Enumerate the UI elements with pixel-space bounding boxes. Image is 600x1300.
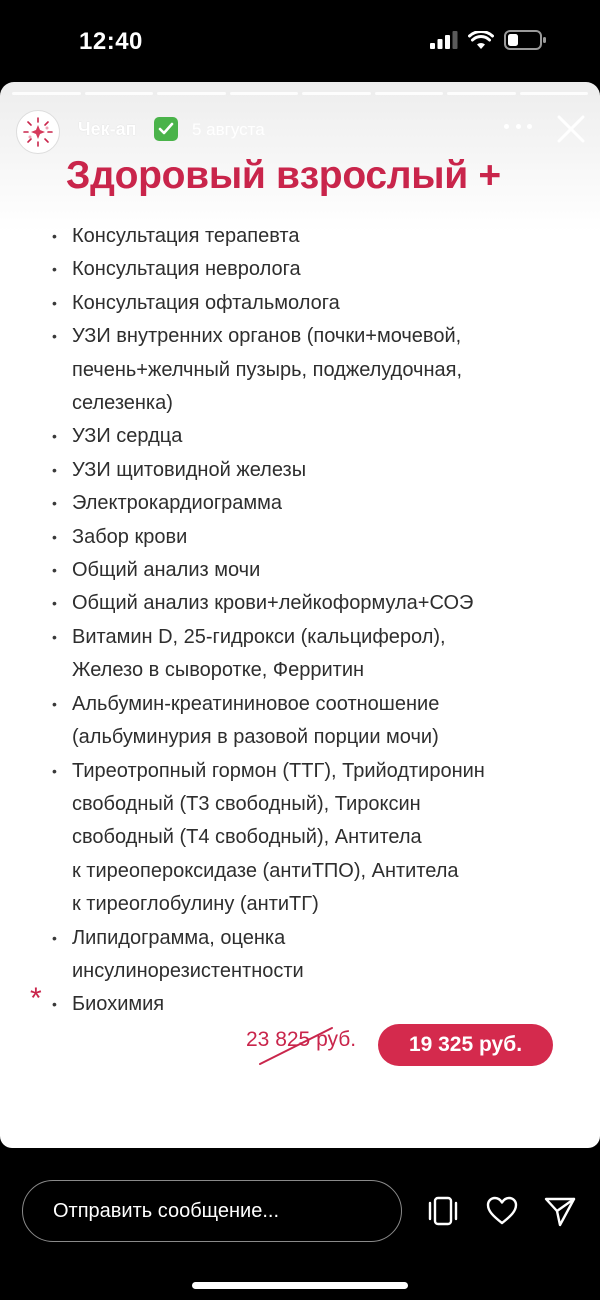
close-icon[interactable] [556, 114, 586, 144]
battery-icon [504, 30, 546, 50]
list-item-line: • УЗИ внутренних органов (почки+мочевой, [72, 325, 462, 348]
list-item-line: • Консультация терапевта [72, 225, 300, 247]
story-progress-bar [12, 92, 588, 95]
list-item-line: • Консультация невролога [72, 258, 301, 281]
home-indicator [192, 1282, 408, 1289]
story-reply-bar [0, 1160, 600, 1300]
status-bar [0, 0, 600, 80]
story-date: 5 августа [192, 120, 265, 139]
list-item-line: • Альбумин-креатининовое соотношение [72, 692, 440, 715]
fireworks-logo-icon [22, 116, 54, 148]
list-item [52, 487, 572, 520]
list-item-line: свободный (Т3 свободный), Тироксин [72, 792, 421, 815]
status-icons [430, 30, 546, 50]
progress-segment [447, 92, 516, 95]
list-item [52, 688, 572, 755]
more-options-icon[interactable] [504, 116, 532, 136]
progress-segment [302, 92, 371, 95]
list-item-line: • Липидограмма, оценка [72, 926, 286, 949]
list-item [52, 320, 572, 420]
list-item-line: к тиреоглобулину (антиТГ) [72, 893, 319, 916]
wifi-icon [468, 31, 494, 50]
list-item-line: (альбуминурия в разовой порции мочи) [72, 726, 439, 749]
list-item [52, 420, 572, 453]
story-header [16, 104, 586, 154]
list-item-line: печень+желчный пузырь, поджелудочная, [72, 358, 462, 381]
asterisk-mark: * [30, 982, 42, 1015]
list-item [52, 587, 572, 620]
list-item-line: свободный (Т4 свободный), Антитела [72, 826, 422, 849]
send-message-input[interactable] [22, 1180, 402, 1242]
forward-story-icon[interactable] [426, 1194, 460, 1228]
old-price-text: 23 825 руб. [246, 1028, 357, 1051]
progress-segment [375, 92, 444, 95]
list-item [52, 554, 572, 587]
list-item-line: • УЗИ сердца [72, 425, 183, 448]
list-item [52, 220, 572, 253]
services-list [52, 220, 572, 1022]
story-card[interactable] [0, 82, 600, 1148]
list-item-line: селезенка) [72, 392, 173, 415]
list-item-line: • УЗИ щитовидной железы [72, 458, 307, 481]
list-item-line: • Общий анализ мочи [72, 559, 261, 582]
list-item-line: • Забор крови [72, 525, 188, 548]
old-price [246, 1028, 356, 1052]
account-avatar[interactable] [16, 110, 60, 154]
list-item-line: • Общий анализ крови+лейкоформула+СОЭ [72, 592, 474, 615]
strikethrough-line [258, 1026, 334, 1066]
list-item-line: • Витамин D, 25-гидрокси (кальциферол), [72, 625, 446, 648]
new-price-badge: 19 325 руб. [378, 1024, 553, 1066]
verified-badge-icon [154, 117, 178, 141]
list-item-line: • Биохимия [72, 993, 165, 1016]
list-item-line: инсулинорезистентности [72, 959, 304, 982]
list-item [52, 287, 572, 320]
send-icon[interactable] [543, 1194, 577, 1228]
list-item [52, 621, 572, 688]
signal-icon [430, 31, 458, 49]
progress-segment [230, 92, 299, 95]
story-title: Здоровый взрослый + [66, 154, 501, 197]
list-item-line: к тиреопероксидазе (антиТПО), Антитела [72, 859, 459, 882]
progress-segment [157, 92, 226, 95]
list-item-line: • Электрокардиограмма [72, 492, 282, 515]
list-item [52, 922, 572, 989]
status-time: 12:40 [79, 28, 143, 55]
heart-icon[interactable] [485, 1194, 519, 1228]
progress-segment [85, 92, 154, 95]
list-item [52, 755, 572, 922]
list-item [52, 253, 572, 286]
progress-segment [520, 92, 589, 95]
list-item [52, 521, 572, 554]
list-item [52, 988, 572, 1021]
list-item-line: • Консультация офтальмолога [72, 291, 340, 314]
list-item-line: • Тиреотропный гормон (ТТГ), Трийодтиронин [72, 759, 485, 782]
list-item [52, 454, 572, 487]
progress-segment [12, 92, 81, 95]
list-item-line: Железо в сыворотке, Ферритин [72, 659, 365, 682]
account-name[interactable]: Чек-ап [78, 119, 137, 139]
